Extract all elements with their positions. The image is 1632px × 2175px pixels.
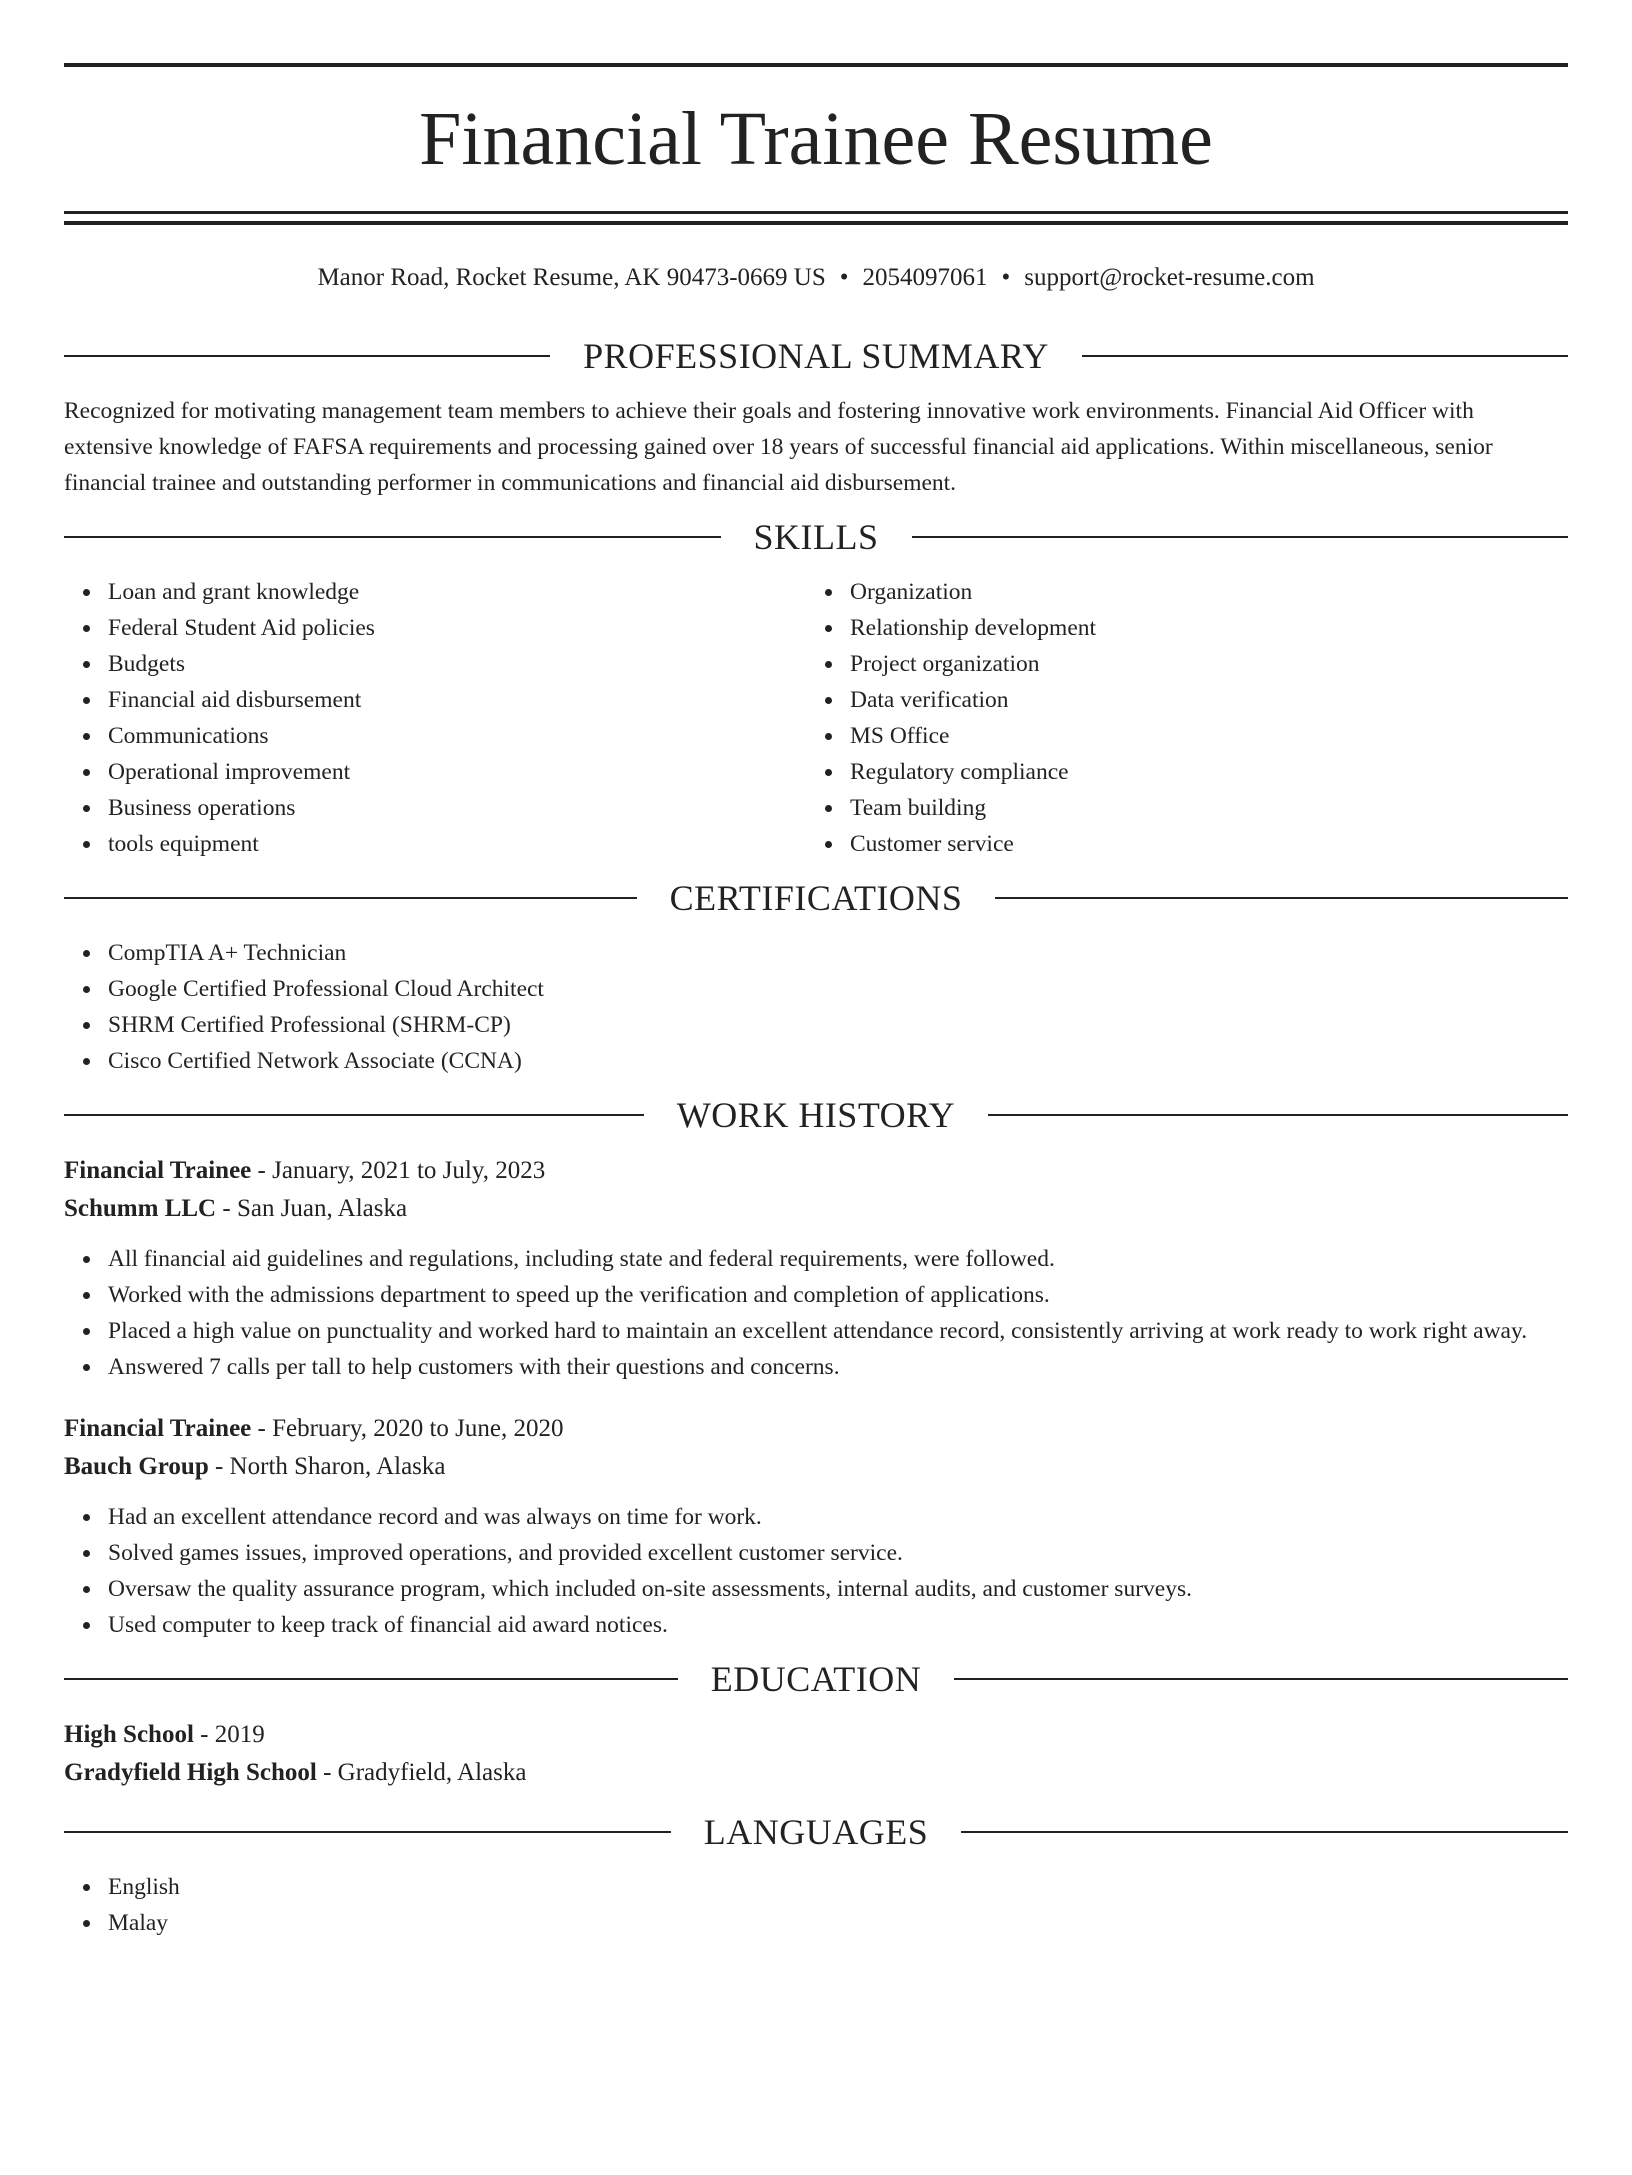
language-item: English	[64, 1869, 1568, 1905]
job-dates: - January, 2021 to July, 2023	[251, 1157, 546, 1184]
contact-line	[64, 262, 1568, 294]
certifications-list	[64, 935, 1568, 1079]
divider-line	[954, 1678, 1568, 1680]
skill-item: Federal Student Aid policies	[64, 610, 806, 646]
summary-text: Recognized for motivating management team members to achieve their goals and fostering innovative work environments. Financial Aid Officer with extensive knowledge of FAFSA requirements and processing gained over 18 years of successful financial aid applications. Within miscellaneous, senior financial trainee and outstanding performer in communications and financial aid disbursement.	[64, 398, 1493, 496]
skills-list-right	[806, 574, 1548, 862]
education-school-line	[64, 1754, 1568, 1792]
section-header-summary	[64, 334, 1568, 378]
contact-phone: 2054097061	[862, 264, 988, 291]
job-bullet: Worked with the admissions department to speed up the verification and completion of applications.	[64, 1277, 1568, 1313]
skill-item: Customer service	[806, 826, 1548, 862]
skill-item: Relationship development	[806, 610, 1548, 646]
education-degree-line	[64, 1716, 1568, 1754]
job-bullet: Solved games issues, improved operations, and provided excellent customer service.	[64, 1535, 1568, 1571]
job-company-line	[64, 1448, 1568, 1486]
section-header-skills	[64, 515, 1568, 559]
job-entry	[64, 1152, 1568, 1385]
divider-line	[64, 536, 721, 538]
divider-line	[64, 1678, 678, 1680]
contact-email: support@rocket-resume.com	[1024, 264, 1315, 291]
divider-line	[64, 1114, 644, 1116]
certification-item: CompTIA A+ Technician	[64, 935, 1568, 971]
skill-item: Team building	[806, 790, 1548, 826]
skill-item: Financial aid disbursement	[64, 682, 806, 718]
contact-separator: •	[839, 264, 849, 291]
job-company-line	[64, 1190, 1568, 1228]
job-location: - North Sharon, Alaska	[208, 1453, 446, 1480]
job-bullets	[64, 1499, 1568, 1643]
education-year: - 2019	[193, 1721, 265, 1748]
section-title-skills: SKILLS	[753, 517, 879, 557]
section-title-languages: LANGUAGES	[703, 1812, 929, 1852]
job-bullet: Placed a high value on punctuality and worked hard to maintain an excellent attendance record, consistently arriving at work ready to work right away.	[64, 1313, 1568, 1349]
language-item: Malay	[64, 1905, 1568, 1941]
skill-item: MS Office	[806, 718, 1548, 754]
job-company: Schumm LLC	[64, 1195, 217, 1222]
divider-line	[912, 536, 1569, 538]
skill-item: Loan and grant knowledge	[64, 574, 806, 610]
skill-item: Communications	[64, 718, 806, 754]
skill-item: Regulatory compliance	[806, 754, 1548, 790]
skill-item: Organization	[806, 574, 1548, 610]
languages-list	[64, 1869, 1568, 1941]
resume-title: Financial Trainee Resume	[419, 97, 1213, 181]
certification-item: Google Certified Professional Cloud Architect	[64, 971, 1568, 1007]
title-rule-upper	[64, 211, 1568, 214]
divider-line	[64, 1831, 671, 1833]
contact-separator: •	[1001, 264, 1011, 291]
education-location: - Gradyfield, Alaska	[316, 1759, 527, 1786]
section-header-education	[64, 1657, 1568, 1701]
title-rule-lower	[64, 221, 1568, 225]
skill-item: tools equipment	[64, 826, 806, 862]
certification-item: SHRM Certified Professional (SHRM-CP)	[64, 1007, 1568, 1043]
skill-item: Project organization	[806, 646, 1548, 682]
divider-line	[64, 897, 637, 899]
skill-item: Operational improvement	[64, 754, 806, 790]
section-header-work	[64, 1093, 1568, 1137]
section-title-certifications: CERTIFICATIONS	[669, 878, 963, 918]
job-company: Bauch Group	[64, 1453, 209, 1480]
skills-list-left	[64, 574, 806, 862]
resume-page	[0, 63, 1632, 2175]
job-bullet: All financial aid guidelines and regulations, including state and federal requirements, were followed.	[64, 1241, 1568, 1277]
divider-line	[988, 1114, 1568, 1116]
job-title: Financial Trainee	[64, 1415, 252, 1442]
job-location: - San Juan, Alaska	[216, 1195, 408, 1222]
job-bullet: Had an excellent attendance record and was always on time for work.	[64, 1499, 1568, 1535]
education-degree: High School	[64, 1721, 194, 1748]
job-bullets	[64, 1241, 1568, 1385]
job-title-line	[64, 1410, 1568, 1448]
certification-item: Cisco Certified Network Associate (CCNA)	[64, 1043, 1568, 1079]
divider-line	[64, 355, 550, 357]
skill-item: Budgets	[64, 646, 806, 682]
section-title-summary: PROFESSIONAL SUMMARY	[583, 336, 1049, 376]
skills-columns	[64, 574, 1568, 862]
education-entry	[64, 1716, 1568, 1792]
divider-line	[961, 1831, 1568, 1833]
job-title: Financial Trainee	[64, 1157, 252, 1184]
divider-line	[1082, 355, 1568, 357]
contact-address: Manor Road, Rocket Resume, AK 90473-0669 US	[317, 264, 826, 291]
section-header-certifications	[64, 876, 1568, 920]
skill-item: Data verification	[806, 682, 1548, 718]
job-dates: - February, 2020 to June, 2020	[251, 1415, 564, 1442]
section-title-education: EDUCATION	[710, 1659, 922, 1699]
job-bullet: Used computer to keep track of financial aid award notices.	[64, 1607, 1568, 1643]
skill-item: Business operations	[64, 790, 806, 826]
section-title-work: WORK HISTORY	[676, 1095, 956, 1135]
job-entry	[64, 1410, 1568, 1643]
job-bullet: Answered 7 calls per tall to help customers with their questions and concerns.	[64, 1349, 1568, 1385]
education-school: Gradyfield High School	[64, 1759, 317, 1786]
section-header-languages	[64, 1810, 1568, 1854]
job-title-line	[64, 1152, 1568, 1190]
job-bullet: Oversaw the quality assurance program, which included on-site assessments, internal audits, and customer surveys.	[64, 1571, 1568, 1607]
divider-line	[995, 897, 1568, 899]
